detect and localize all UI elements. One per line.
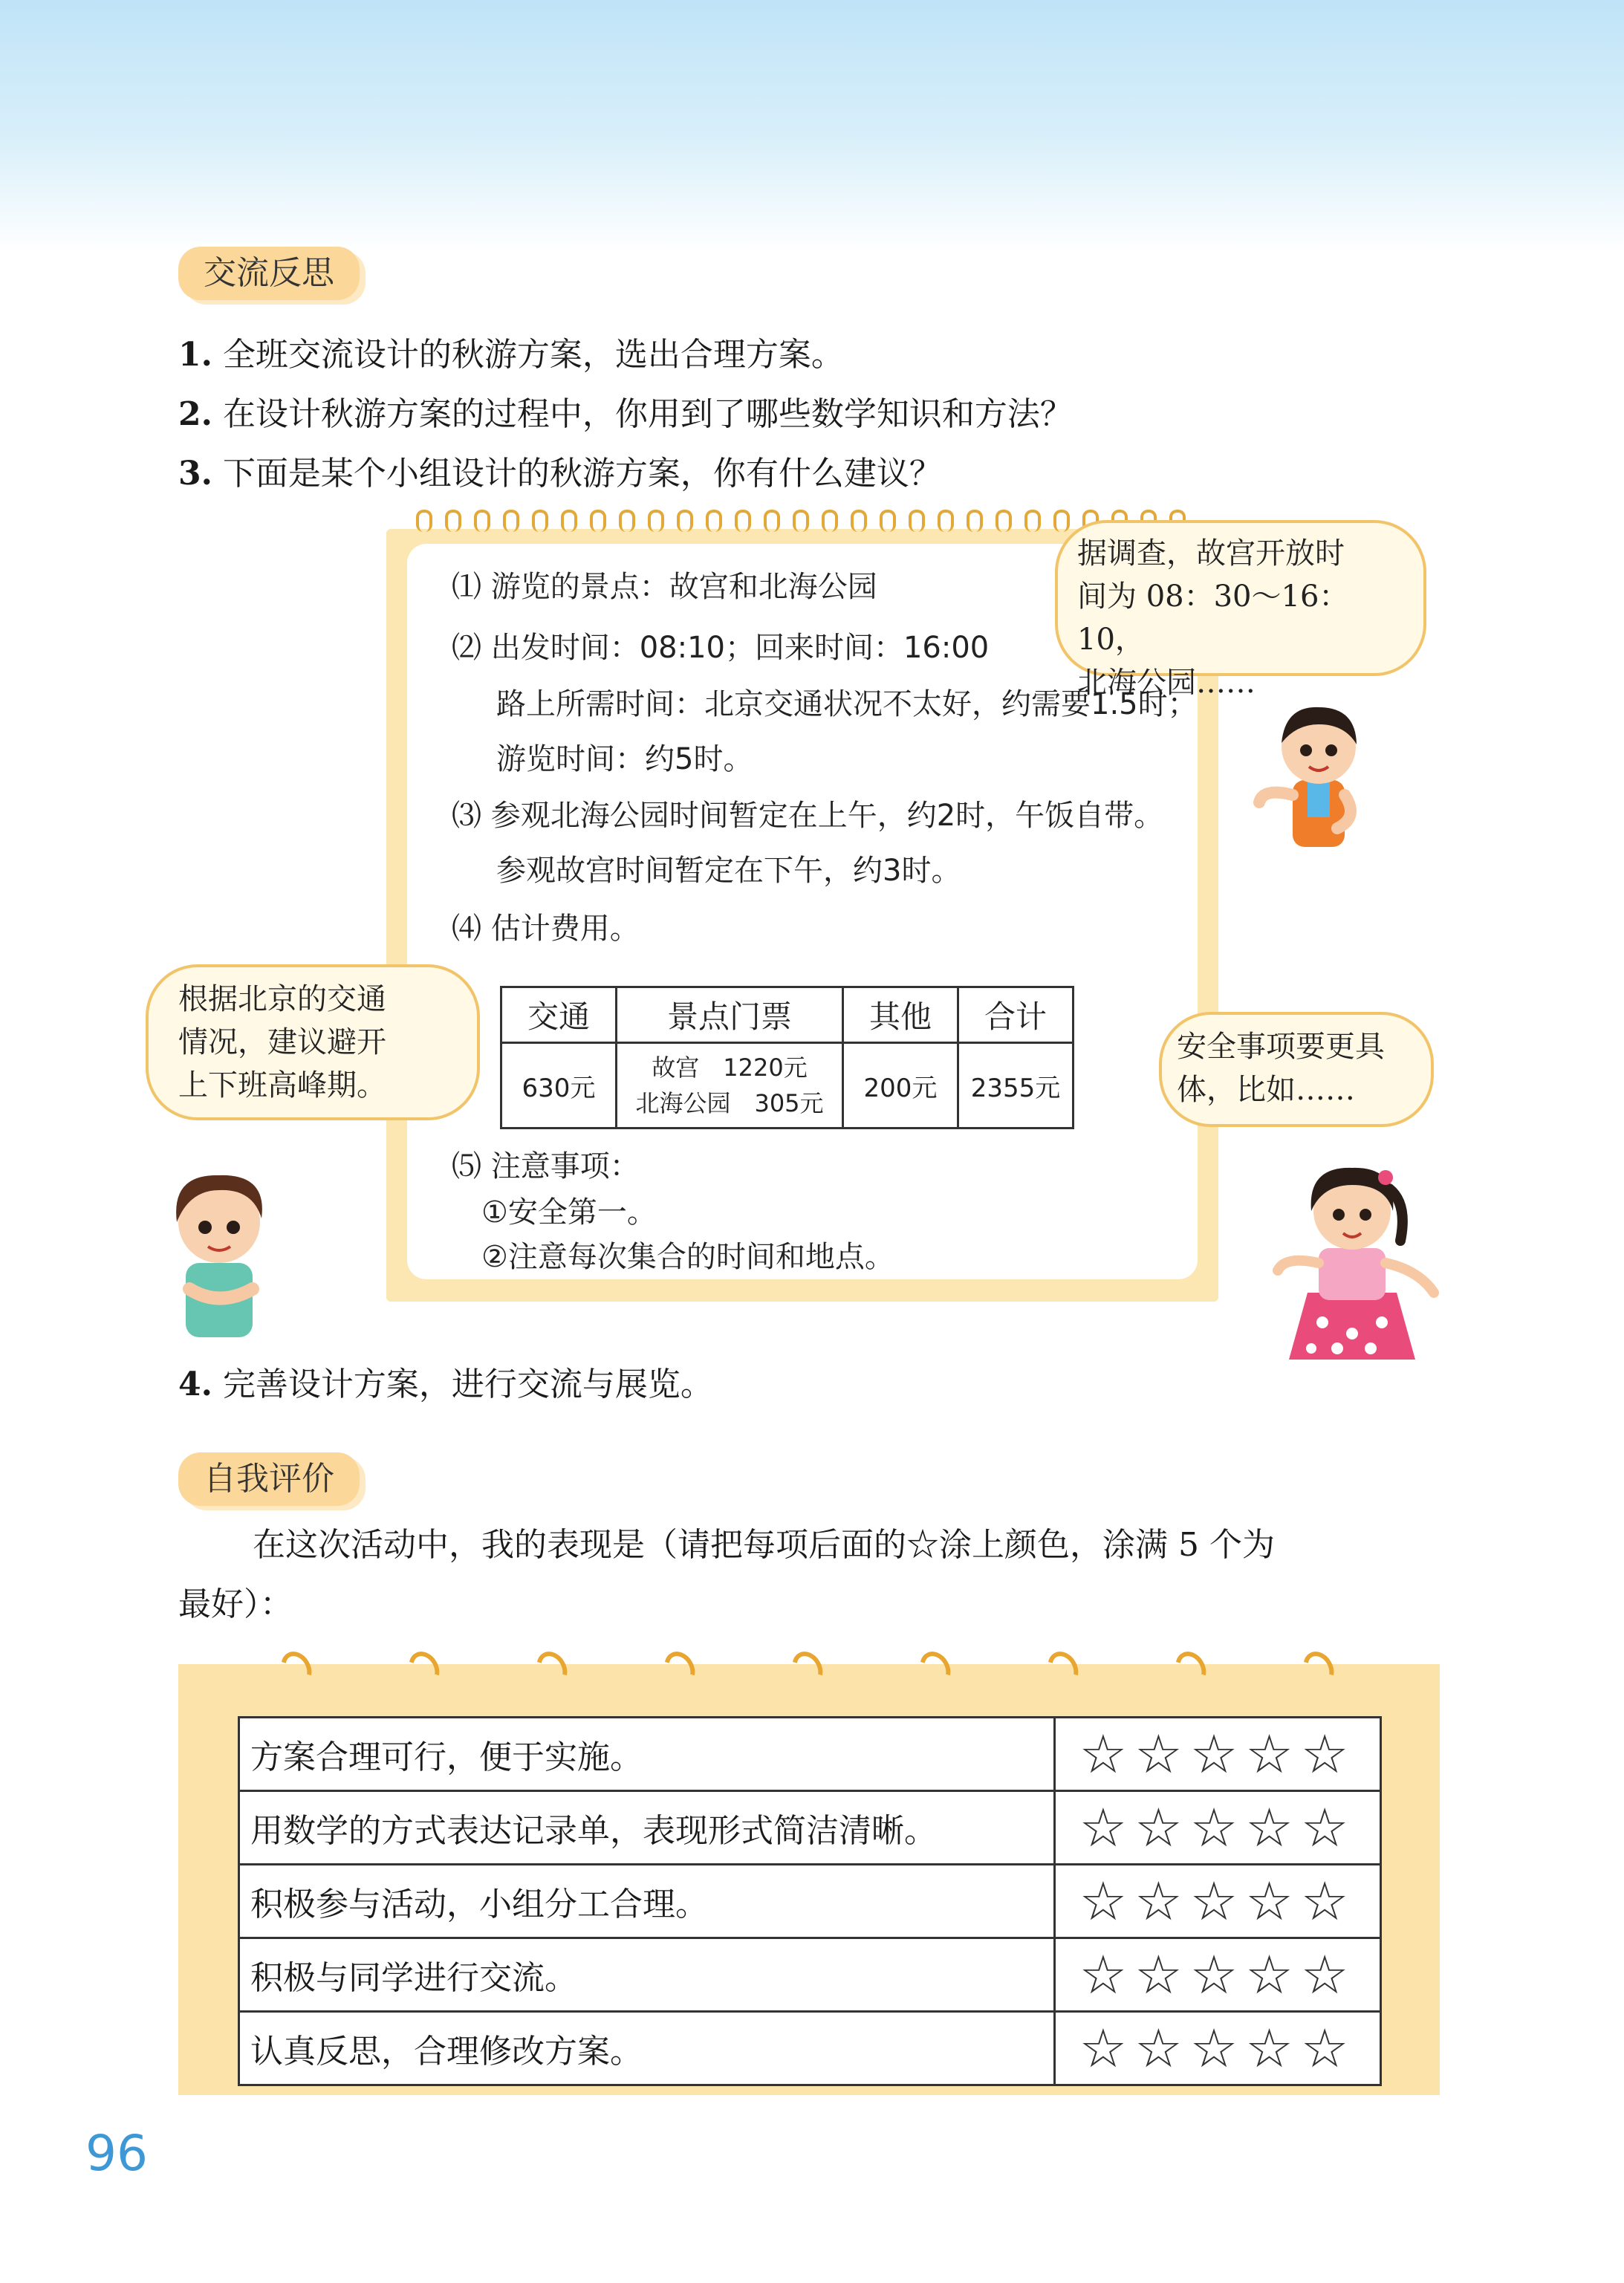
evaluation-item: 方案合理可行，便于实施。 — [239, 1718, 1055, 1791]
panel-ring — [1170, 1646, 1212, 1692]
evaluation-item: 认真反思，合理修改方案。 — [239, 2012, 1055, 2085]
question-4: 4. 完善设计方案，进行交流与展览。 — [178, 1365, 713, 1403]
notebook-ring — [822, 510, 838, 532]
evaluation-item: 积极参与活动，小组分工合理。 — [239, 1865, 1055, 1938]
notebook-ring — [851, 510, 867, 532]
bubble-text-line: 安全事项要更具 — [1177, 1030, 1385, 1064]
section-title-reflection: 交流反思 — [178, 247, 360, 300]
plan-line-cost: ⑷ 估计费用。 — [452, 912, 640, 946]
evaluation-table — [238, 1716, 1382, 2086]
star-rating[interactable]: ☆☆☆☆☆ — [1055, 1791, 1381, 1865]
evaluation-item: 积极与同学进行交流。 — [239, 1938, 1055, 2012]
notebook-ring — [967, 510, 983, 532]
cost-tickets — [617, 1043, 843, 1128]
plan-line-visit: 游览时间：约5时。 — [496, 742, 753, 776]
table-row — [239, 1938, 1381, 2012]
notebook-ring — [995, 510, 1012, 532]
girl-pink-illustration — [1256, 1144, 1449, 1367]
notebook-ring — [909, 510, 925, 532]
page-number: 96 — [85, 2125, 148, 2182]
notebook-ring — [735, 510, 751, 532]
panel-ring — [915, 1646, 957, 1692]
notebook-ring — [590, 510, 606, 532]
plan-line-travel: 路上所需时间：北京交通状况不太好，约需要1.5时； — [496, 687, 1198, 721]
cost-header-other: 其他 — [843, 987, 958, 1043]
evaluation-panel — [178, 1664, 1440, 2095]
evaluation-intro-line2: 最好）： — [178, 1585, 293, 1623]
notebook-ring — [938, 510, 954, 532]
speech-bubble-traffic — [146, 964, 480, 1120]
star-rating[interactable]: ☆☆☆☆☆ — [1055, 1938, 1381, 2012]
notebook-ring — [793, 510, 809, 532]
notebook-ring — [706, 510, 722, 532]
cost-ticket-gugong: 故宫 1220元 — [652, 1053, 808, 1082]
notebook-ring — [764, 510, 780, 532]
panel-ring — [787, 1646, 829, 1692]
star-rating[interactable]: ☆☆☆☆☆ — [1055, 2012, 1381, 2085]
speech-bubble-opening-hours — [1055, 520, 1426, 700]
table-row — [239, 1718, 1381, 1791]
panel-ring — [403, 1646, 446, 1692]
panel-ring — [276, 1646, 318, 1692]
notebook-ring — [416, 510, 432, 532]
question-3: 3. 下面是某个小组设计的秋游方案，你有什么建议？ — [178, 455, 942, 493]
notebook-ring — [445, 510, 461, 532]
bubble-text-line: 情况，建议避开 — [178, 1025, 386, 1059]
plan-line-spots: ⑴ 游览的景点：故宫和北海公园 — [452, 570, 877, 604]
notebook-ring — [503, 510, 519, 532]
bubble-text-line: 间为 08：30～16：10， — [1077, 579, 1349, 657]
section-title-self-evaluation: 自我评价 — [178, 1452, 360, 1506]
notebook-ring — [648, 510, 664, 532]
notebook-ring — [532, 510, 548, 532]
panel-ring — [1298, 1646, 1340, 1692]
boy-green-illustration — [149, 1159, 290, 1345]
notebook-ring — [561, 510, 577, 532]
notebook-ring — [1053, 510, 1070, 532]
plan-line-beihai: ⑶ 参观北海公园时间暂定在上午，约2时，午饭自带。 — [452, 799, 1164, 833]
bubble-text-line: 上下班高峰期。 — [178, 1068, 386, 1102]
boy-orange-illustration — [1248, 691, 1382, 862]
cost-header-transport: 交通 — [501, 987, 617, 1043]
notebook-ring — [619, 510, 635, 532]
panel-ring — [1042, 1646, 1085, 1692]
panel-ring — [659, 1646, 701, 1692]
plan-line-gathering: ②注意每次集合的时间和地点。 — [481, 1240, 894, 1274]
speech-bubble-safety — [1159, 1012, 1434, 1127]
cost-ticket-beihai: 北海公园 305元 — [635, 1089, 824, 1117]
star-rating[interactable]: ☆☆☆☆☆ — [1055, 1718, 1381, 1791]
notebook-ring — [677, 510, 693, 532]
bubble-text-line: 北海公园…… — [1077, 666, 1256, 700]
bubble-text-line: 据调查，故宫开放时 — [1077, 536, 1345, 571]
question-2: 2. 在设计秋游方案的过程中，你用到了哪些数学知识和方法？ — [178, 395, 1073, 433]
bubble-text-line: 根据北京的交通 — [178, 982, 386, 1016]
table-row — [239, 2012, 1381, 2085]
table-row — [239, 1865, 1381, 1938]
panel-ring — [531, 1646, 574, 1692]
star-rating[interactable]: ☆☆☆☆☆ — [1055, 1865, 1381, 1938]
cost-other: 200元 — [843, 1043, 958, 1128]
header-band — [0, 0, 1624, 253]
evaluation-intro-line1: 在这次活动中，我的表现是（请把每项后面的☆涂上颜色，涂满 5 个为 — [253, 1526, 1275, 1564]
cost-header-total: 合计 — [958, 987, 1074, 1043]
plan-line-times: ⑵ 出发时间：08:10；回来时间：16:00 — [452, 631, 990, 665]
cost-transport: 630元 — [501, 1043, 617, 1128]
cost-table — [500, 986, 1074, 1129]
notebook-ring — [474, 510, 490, 532]
bubble-text-line: 体，比如…… — [1177, 1073, 1355, 1107]
plan-line-safety: ①安全第一。 — [481, 1195, 657, 1230]
evaluation-item: 用数学的方式表达记录单，表现形式简洁清晰。 — [239, 1791, 1055, 1865]
question-1: 1. 全班交流设计的秋游方案，选出合理方案。 — [178, 336, 844, 374]
cost-header-tickets: 景点门票 — [617, 987, 843, 1043]
table-row — [239, 1791, 1381, 1865]
notebook-ring — [880, 510, 896, 532]
plan-line-notes: ⑸ 注意事项： — [452, 1149, 640, 1183]
cost-total: 2355元 — [958, 1043, 1074, 1128]
notebook-ring — [1024, 510, 1041, 532]
plan-line-gugong: 参观故宫时间暂定在下午，约3时。 — [496, 854, 961, 888]
